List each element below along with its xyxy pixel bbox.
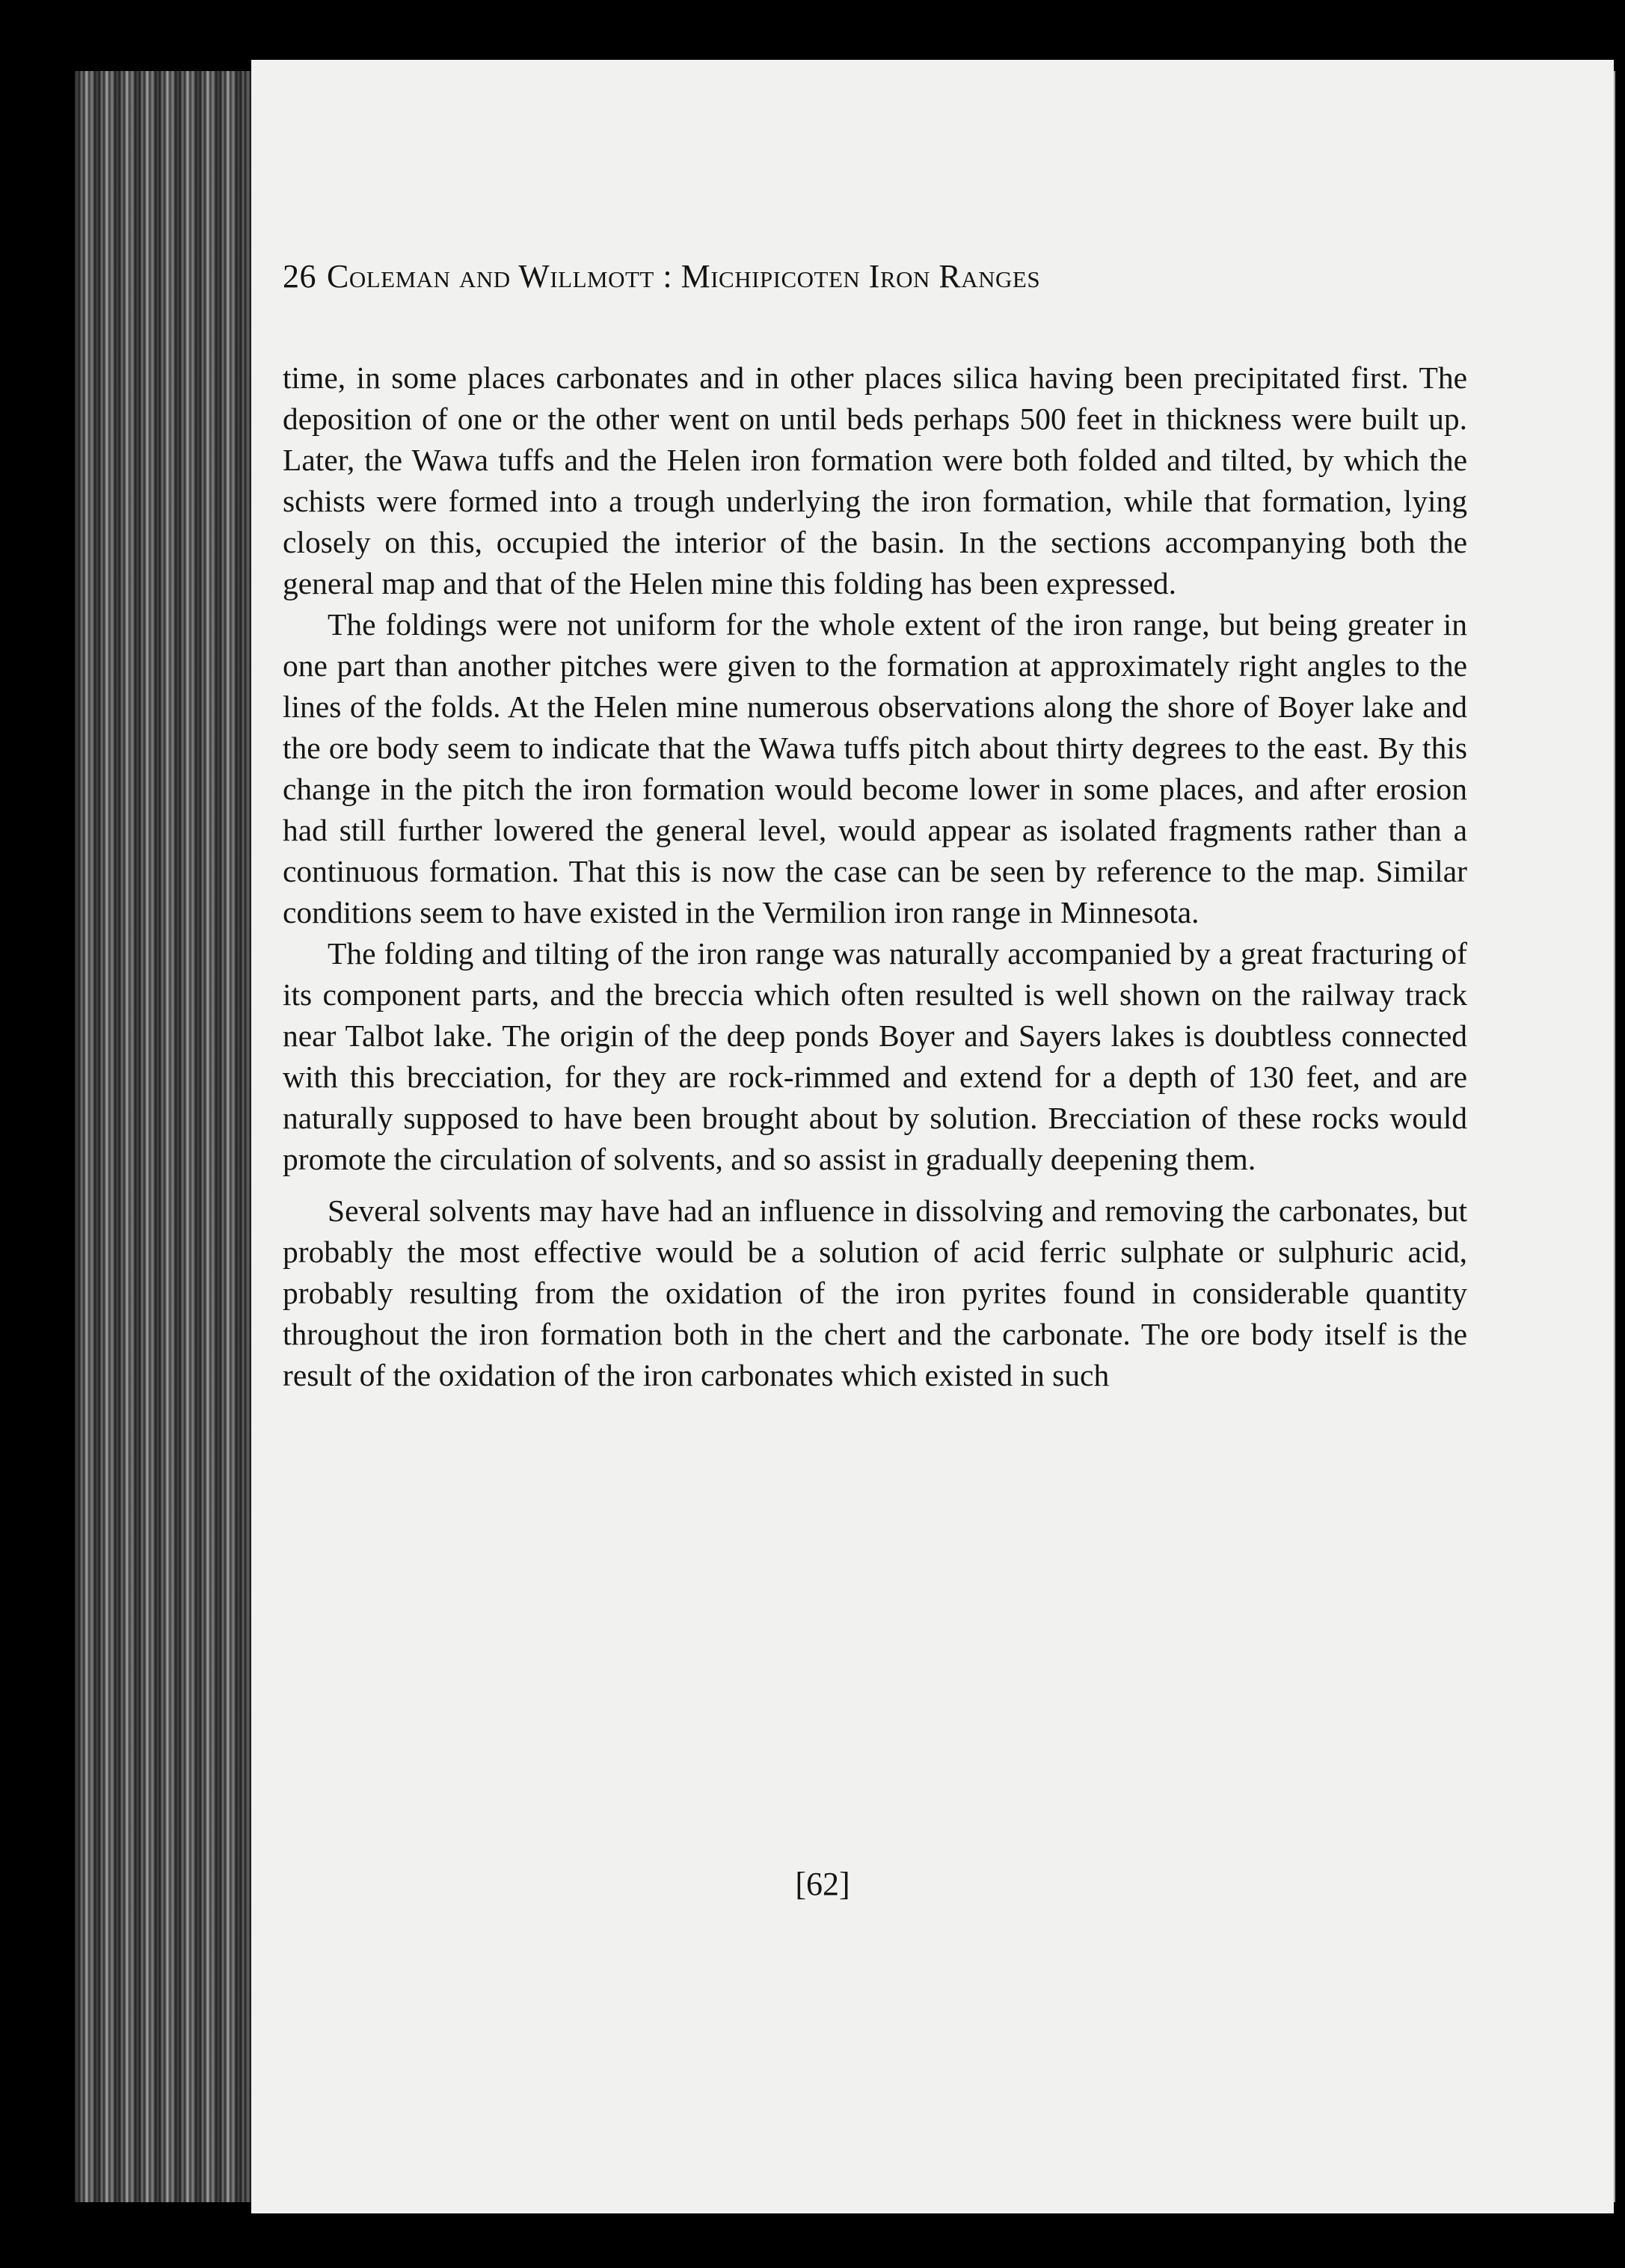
page-number: 26 <box>283 258 316 295</box>
paragraph-1: time, in some places carbonates and in other places silica having been precipitated first. The deposition of one or the other went on until beds perhaps 500 feet in thickness were built up. Later, the Wawa tuffs and the Helen iron formation were both folded and tilted, by which the schists were formed into a trough underlying the iron formation, while that formation, lying closely on this, occupied the interior of the basin. In the sections accompanying both the general map and that of the Helen mine this folding has been expressed. <box>283 360 1467 600</box>
folio: [62] <box>795 1866 850 1902</box>
running-head <box>283 251 1467 303</box>
paragraph-3: The folding and tilting of the iron range was naturally accompanied by a great fracturing of its component parts, and the breccia which often resulted is well shown on the railway track near Talbot lake. The origin of the deep ponds Boyer and Sayers lakes is doubtless connected with this brecciation, for they are rock-rimmed and extend for a depth of 130 feet, and are naturally supposed to have been brought about by solution. Brecciation of these rocks would promote the circulation of solvents, and so assist in gradually deepening them. <box>283 936 1467 1176</box>
running-head-title: Coleman and Willmott : Michipicoten Iron Ranges <box>327 258 1041 295</box>
paragraph-2: The foldings were not uniform for the whole extent of the iron range, but being greater in one part than another pitches were given to the formation at approximately right angles to the lines of the folds. At the Helen mine numerous observations along the shore of Boyer lake and the ore body seem to indicate that the Wawa tuffs pitch about thirty degrees to the east. By this change in the pitch the iron formation would become lower in some places, and after erosion had still further lowered the general level, would appear as isolated fragments rather than a continuous formation. That this is now the case can be seen by reference to the map. Similar conditions seem to have existed in the Vermilion iron range in Minnesota. <box>283 607 1467 929</box>
paragraph-4: Several solvents may have had an influence in dissolving and removing the carbonates, but probably the most effective would be a solution of acid ferric sulphate or sulphuric acid, probably resulting from the oxidation of the iron pyrites found in considerable quantity throughout the iron formation both in the chert and the carbonate. The ore body itself is the result of the oxidation of the iron carbonates which existed in such <box>283 1193 1467 1392</box>
body-text <box>283 357 1467 1396</box>
book-edge-left <box>75 71 262 2202</box>
